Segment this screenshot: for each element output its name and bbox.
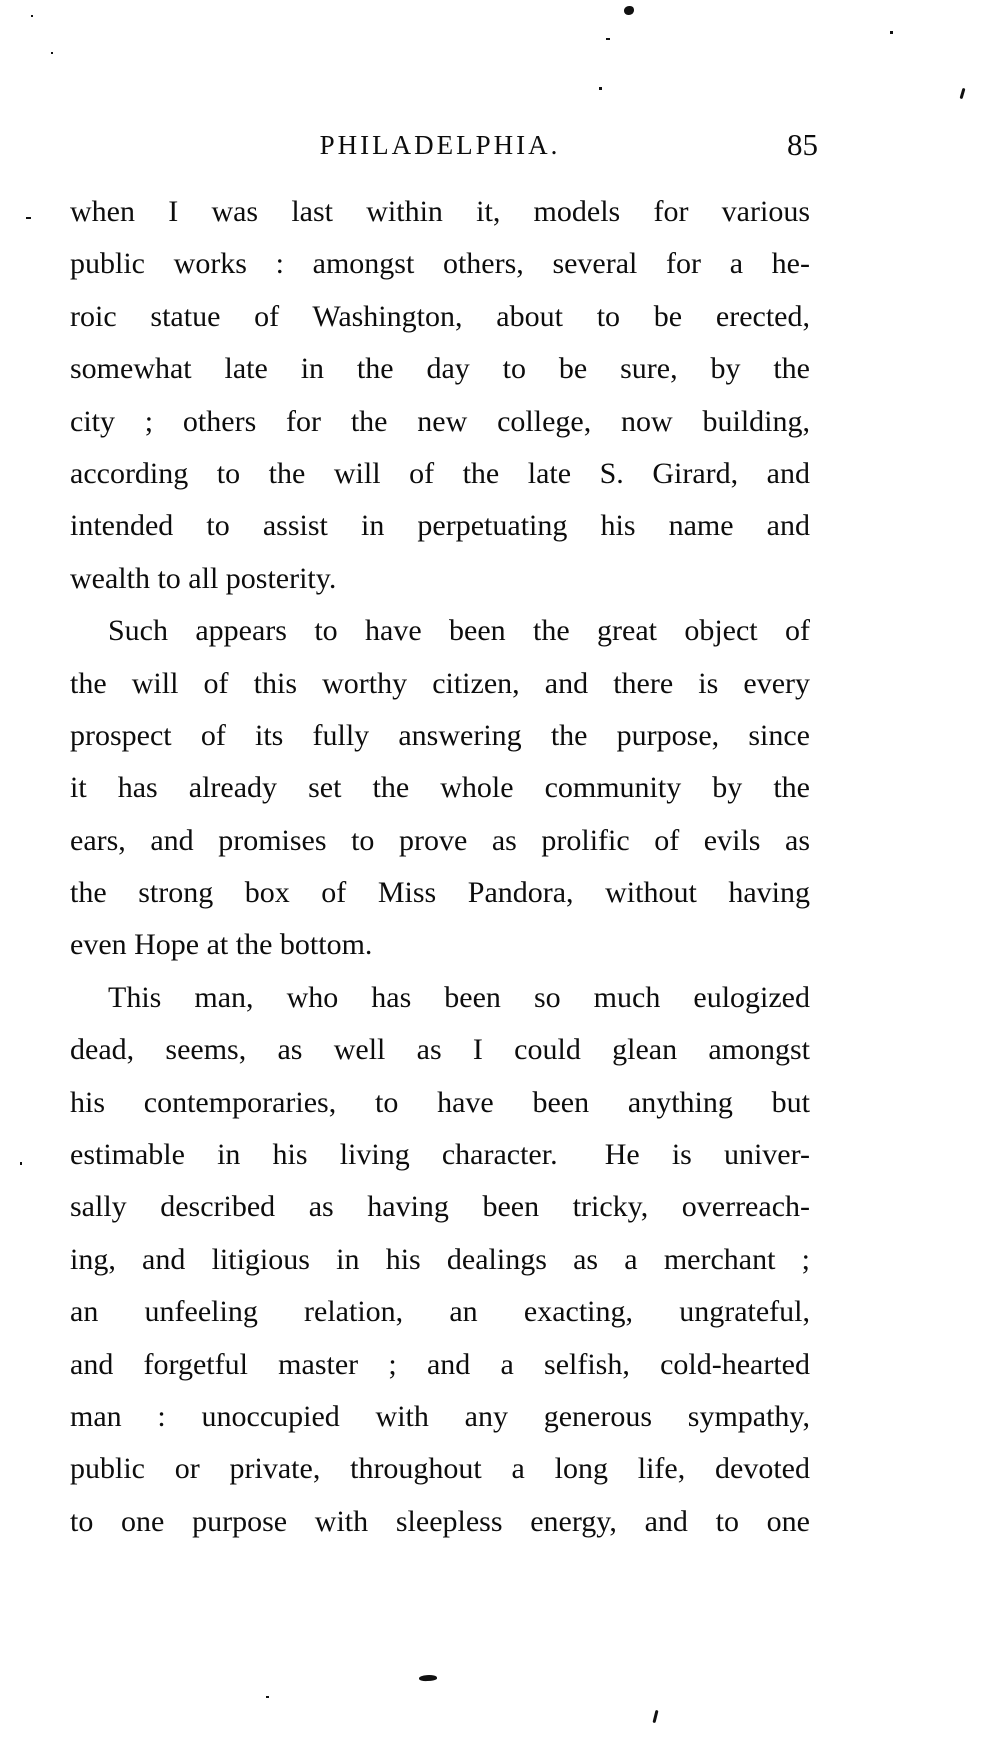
text-line: wealth to all posterity. — [70, 561, 337, 595]
text-block — [70, 186, 810, 1548]
page-number: 85 — [787, 127, 818, 162]
text-line: dead, seems, as well as I could glean amongst — [70, 1033, 810, 1067]
ink-speck — [624, 6, 634, 15]
text-line: public or private, throughout a long life, devoted — [70, 1452, 810, 1486]
text-line: it has already set the whole community by the — [70, 771, 810, 805]
text-line: somewhat late in the day to be sure, by the — [70, 352, 810, 386]
ink-speck — [890, 31, 893, 34]
running-header-title: PHILADELPHIA. — [319, 130, 561, 160]
ink-speck — [26, 217, 31, 219]
text-line: public works : amongst others, several for a he- — [70, 247, 810, 281]
text-line: sally described as having been tricky, overreach- — [70, 1190, 810, 1224]
text-line: when I was last within it, models for various — [70, 195, 810, 228]
text-line: estimable in his living character. He is univer- — [70, 1138, 810, 1172]
text-line: man : unoccupied with any generous sympathy, — [70, 1399, 810, 1433]
text-line: ears, and promises to prove as prolific of evils as — [70, 823, 810, 857]
ink-speck — [606, 38, 610, 40]
text-line: and forgetful master ; and a selfish, cold-hearted — [70, 1347, 810, 1381]
text-line: an unfeeling relation, an exacting, ungrateful, — [70, 1295, 810, 1329]
ink-speck — [960, 88, 966, 99]
ink-speck — [266, 1696, 269, 1698]
text-line: the will of this worthy citizen, and there is every — [70, 666, 810, 700]
text-line: to one purpose with sleepless energy, and to one — [70, 1504, 810, 1538]
ink-speck — [599, 87, 602, 90]
text-line: Such appears to have been the great object of — [108, 614, 810, 648]
text-line: prospect of its fully answering the purpose, since — [70, 718, 810, 752]
text-line: his contemporaries, to have been anything but — [70, 1085, 810, 1119]
text-line: according to the will of the late S. Girard, and — [70, 456, 810, 490]
ink-speck — [652, 1710, 658, 1723]
text-line: intended to assist in perpetuating his name and — [70, 509, 810, 543]
ink-speck — [31, 15, 33, 17]
text-line: the strong box of Miss Pandora, without having — [70, 876, 810, 910]
ink-speck — [51, 52, 53, 54]
ink-speck — [20, 1162, 22, 1165]
ink-speck — [419, 1674, 437, 1681]
text-line: city ; others for the new college, now building, — [70, 404, 810, 438]
text-line: even Hope at the bottom. — [70, 928, 373, 962]
text-line: roic statue of Washington, about to be erected, — [70, 299, 810, 333]
text-line: This man, who has been so much eulogized — [108, 980, 810, 1014]
text-line: ing, and litigious in his dealings as a merchant ; — [70, 1242, 810, 1276]
